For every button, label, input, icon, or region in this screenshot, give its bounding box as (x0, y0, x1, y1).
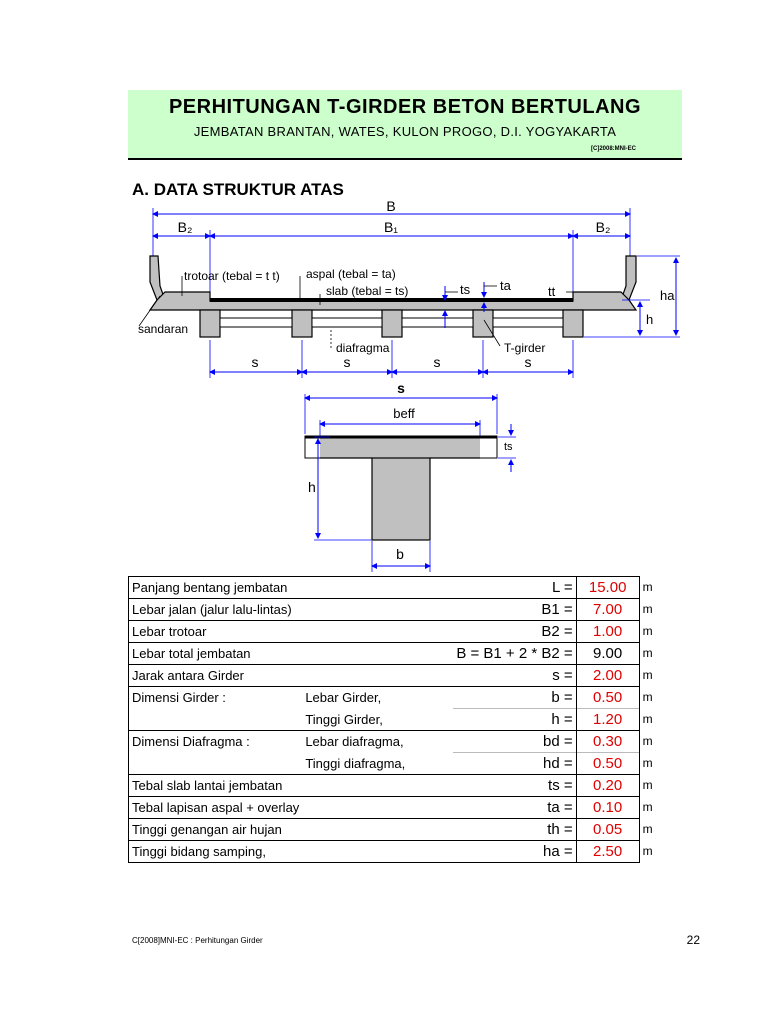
row-unit: m (642, 800, 653, 814)
row-subdescription (302, 819, 453, 841)
row-value: 7.00 (576, 599, 639, 621)
row-subdescription (302, 621, 453, 643)
label-slab: slab (tebal = ts) (326, 284, 409, 298)
table-row (129, 687, 667, 709)
label-beff: beff (393, 406, 415, 421)
row-subdescription (302, 665, 453, 687)
row-subdescription (302, 643, 453, 665)
row-value: 0.10 (576, 797, 639, 819)
footer-left: C[2008]MNI-EC : Perhitungan Girder (132, 936, 263, 945)
row-description: Dimensi Girder : (129, 687, 303, 709)
row-subdescription: Lebar Girder, (302, 687, 453, 709)
table-row (129, 621, 667, 643)
row-subdescription: Lebar diafragma, (302, 731, 453, 753)
label-b-section: b (396, 546, 404, 562)
row-description (129, 753, 303, 775)
row-symbol: B = B1 + 2 * B2 = (453, 643, 576, 665)
page-subtitle: JEMBATAN BRANTAN, WATES, KULON PROGO, D.I. YOGYAKARTA (193, 124, 617, 139)
label-B: B (386, 198, 396, 214)
row-subdescription (302, 841, 453, 863)
row-value: 0.05 (576, 819, 639, 841)
row-description: Lebar total jembatan (129, 643, 303, 665)
row-description (129, 709, 303, 731)
label-ts-section: ts (504, 441, 513, 453)
row-subdescription (302, 599, 453, 621)
table-row (129, 643, 667, 665)
row-subdescription (302, 775, 453, 797)
row-unit: m (642, 712, 653, 726)
row-unit: m (642, 646, 653, 660)
label-aspal: aspal (tebal = ta) (306, 267, 396, 281)
row-description: Lebar jalan (jalur lalu-lintas) (129, 599, 303, 621)
row-value: 9.00 (576, 643, 639, 665)
table-row (129, 665, 667, 687)
row-unit: m (642, 822, 653, 836)
table-row (129, 599, 667, 621)
table-row (129, 797, 667, 819)
row-symbol: B1 = (453, 599, 576, 621)
structure-data-table (128, 576, 667, 863)
page-number: 22 (686, 933, 700, 947)
row-unit: m (642, 624, 653, 638)
row-value: 0.20 (576, 775, 639, 797)
row-description: Tebal lapisan aspal + overlay (129, 797, 303, 819)
row-value: 0.50 (576, 753, 639, 775)
row-subdescription: Tinggi Girder, (305, 711, 383, 727)
label-diafragma: diafragma (336, 341, 390, 355)
table-row (129, 841, 667, 863)
row-symbol: L = (453, 577, 576, 599)
label-ts: ts (460, 282, 471, 297)
row-description: Panjang bentang jembatan (129, 577, 303, 599)
row-description: Jarak antara Girder (129, 665, 303, 687)
section-title: A. DATA STRUKTUR ATAS (132, 180, 344, 199)
label-tt: tt (548, 284, 556, 299)
row-value: 1.20 (576, 709, 639, 731)
label-sandaran: sandaran (138, 322, 189, 336)
label-s-2: s (343, 354, 351, 370)
row-symbol: th = (453, 819, 576, 841)
row-description: Tinggi genangan air hujan (129, 819, 303, 841)
row-description: Lebar trotoar (129, 621, 303, 643)
row-symbol: hd = (453, 753, 576, 775)
row-description: Dimensi Diafragma : (129, 731, 303, 753)
row-symbol: s = (453, 665, 576, 687)
row-unit: m (642, 778, 653, 792)
row-symbol: bd = (453, 731, 576, 753)
row-unit: m (642, 756, 653, 770)
row-value: 0.50 (576, 687, 639, 709)
table-row (129, 731, 667, 753)
label-B2-right: B₂ (595, 219, 611, 235)
t-girder-section-diagram (305, 380, 516, 572)
label-trotoar: trotoar (tebal = t t) (184, 269, 280, 283)
row-symbol: ha = (453, 841, 576, 863)
row-value: 2.50 (576, 841, 639, 863)
label-s-top: s (397, 380, 405, 396)
copyright-note: [C]2008:MNI-EC (590, 146, 636, 152)
label-h: h (646, 312, 654, 327)
row-symbol: b = (453, 687, 576, 709)
label-s-4: s (524, 354, 532, 370)
row-symbol: ts = (453, 775, 576, 797)
table-row (129, 709, 667, 731)
row-unit: m (642, 602, 653, 616)
row-unit: m (642, 844, 653, 858)
row-symbol: ta = (453, 797, 576, 819)
label-s-3: s (433, 354, 441, 370)
label-B2-left: B₂ (177, 219, 193, 235)
label-tgirder: T-girder (504, 341, 546, 355)
row-description: Tebal slab lantai jembatan (129, 775, 303, 797)
row-subdescription: Tinggi diafragma, (305, 755, 406, 771)
label-ta: ta (500, 278, 511, 293)
row-symbol: B2 = (453, 621, 576, 643)
table-row (129, 819, 667, 841)
row-subdescription (302, 797, 453, 819)
row-unit: m (642, 668, 653, 682)
label-ha: ha (660, 288, 675, 303)
table-row (129, 577, 667, 599)
table-row (129, 775, 667, 797)
table-row (129, 753, 667, 775)
row-symbol: h = (453, 709, 576, 731)
label-h-section: h (308, 479, 316, 495)
row-value: 0.30 (576, 731, 639, 753)
label-s-1: s (251, 354, 259, 370)
row-value: 1.00 (576, 621, 639, 643)
row-value: 15.00 (576, 577, 639, 599)
row-unit: m (642, 734, 653, 748)
row-unit: m (642, 690, 653, 704)
label-B1: B₁ (383, 219, 399, 235)
row-subdescription (302, 577, 453, 599)
row-value: 2.00 (576, 665, 639, 687)
row-unit: m (642, 580, 653, 594)
page-title: PERHITUNGAN T-GIRDER BETON BERTULANG (168, 96, 642, 118)
row-description: Tinggi bidang samping, (129, 841, 303, 863)
